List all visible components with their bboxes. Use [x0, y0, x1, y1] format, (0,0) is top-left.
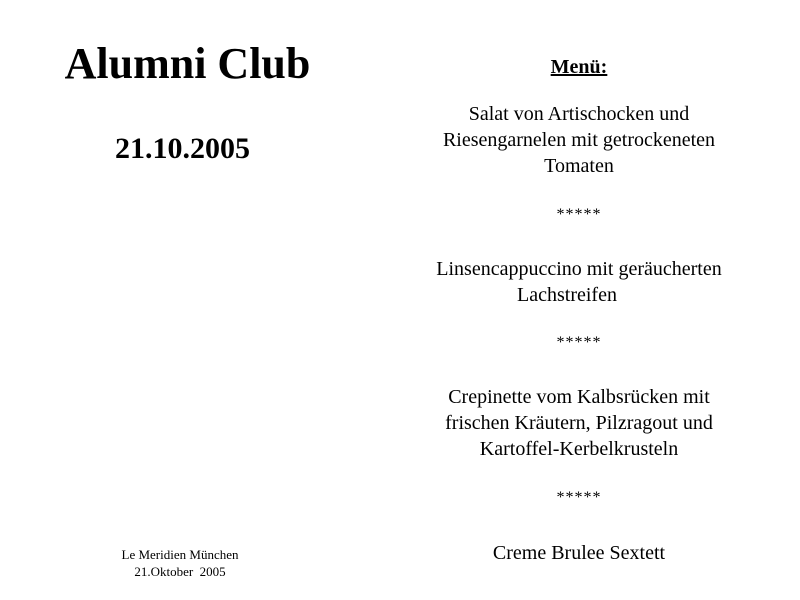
course-line: Crepinette vom Kalbsrücken mit — [448, 386, 710, 408]
event-title: Alumni Club — [64, 39, 311, 88]
venue-date: 21.Oktober 2005 — [134, 564, 226, 579]
course-starter — [398, 101, 760, 179]
course-line: Kartoffel-Kerbelkrusteln — [479, 438, 679, 460]
course-line: Riesengarnelen mit getrockeneten — [442, 129, 716, 151]
course-separator: ***** — [556, 489, 602, 506]
venue-name: Le Meridien München — [121, 547, 239, 562]
course-line: frischen Kräutern, Pilzragout und — [445, 412, 713, 434]
course-line: Salat von Artischocken und — [468, 103, 690, 125]
course-line: Tomaten — [544, 155, 614, 177]
course-soup — [398, 256, 760, 308]
menu-heading: Menü: — [550, 56, 608, 78]
course-separator: ***** — [556, 334, 602, 351]
course-line: Lachstreifen — [517, 284, 617, 306]
course-line: Linsencappuccino mit geräucherten — [436, 258, 722, 280]
course-line: Creme Brulee Sextett — [492, 542, 666, 564]
venue-info — [0, 546, 360, 580]
event-date: 21.10.2005 — [115, 132, 250, 165]
course-dessert — [398, 540, 760, 566]
menu-panel — [398, 0, 760, 600]
course-separator: ***** — [556, 206, 602, 223]
course-main — [398, 384, 760, 462]
event-panel — [0, 0, 375, 600]
